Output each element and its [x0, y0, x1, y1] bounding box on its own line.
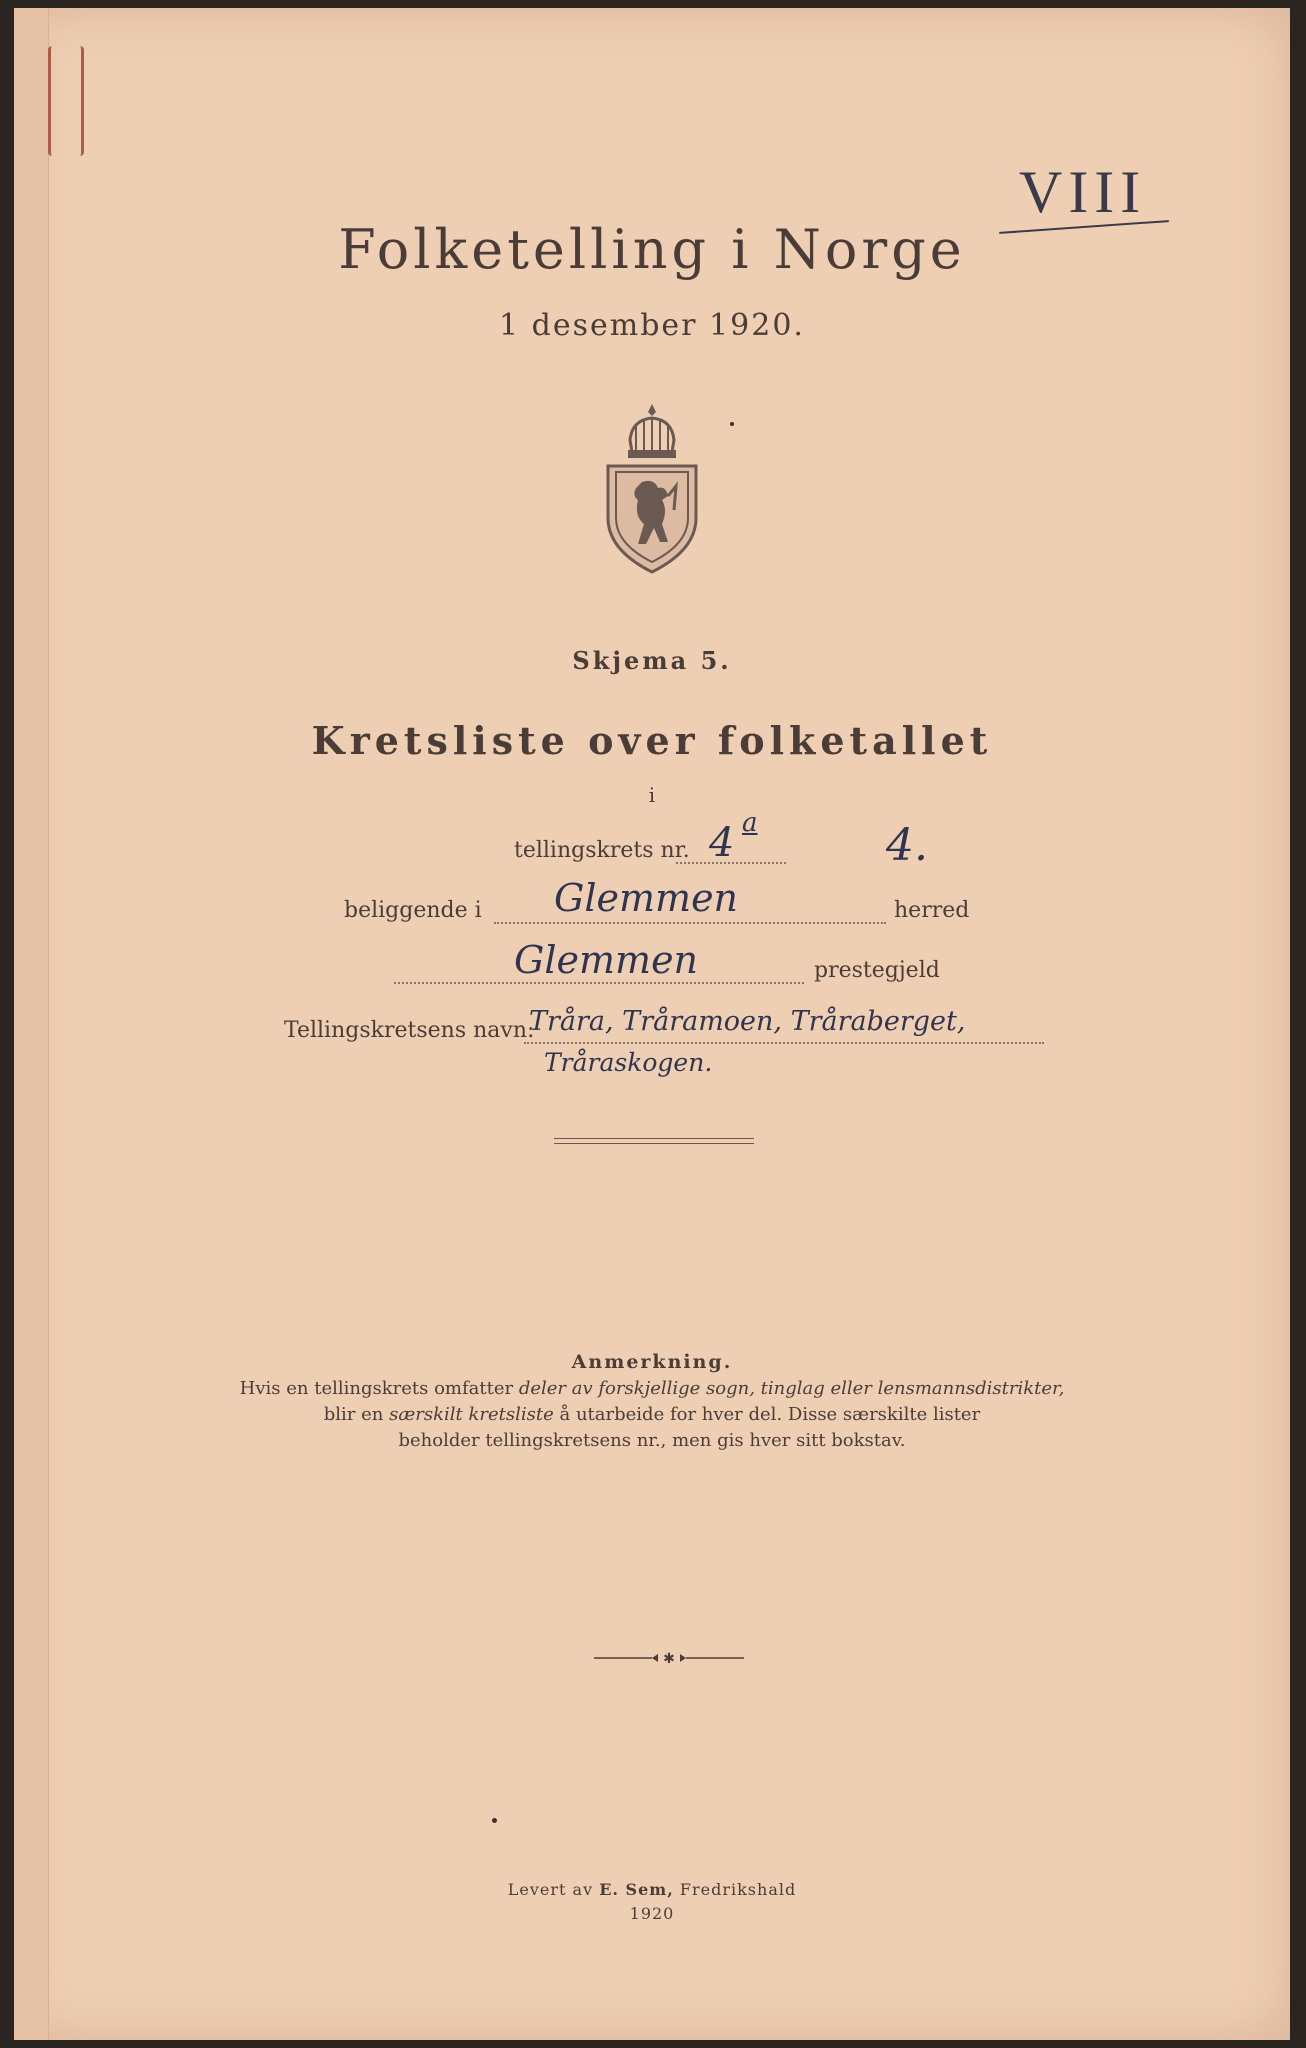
prestegjeld-value: Glemmen	[514, 938, 699, 982]
note-line-1-emphasis: deler av forskjellige sogn, tinglag eller lensmannsdistrikter,	[518, 1378, 1065, 1399]
note-line-2-emphasis: særskilt kretsliste	[389, 1404, 554, 1425]
census-form-page	[14, 8, 1290, 2040]
svg-text:✱: ✱	[663, 1651, 675, 1667]
heading-connector: i	[648, 783, 656, 807]
schema-number: Skjema 5.	[572, 646, 732, 675]
tellingskrets-value: 4	[709, 820, 735, 866]
margin-roman-numeral: VIII	[1019, 159, 1147, 225]
norwegian-coat-of-arms-icon	[602, 400, 702, 576]
herred-label: herred	[894, 898, 970, 923]
note-line-2-text-start: blir en	[323, 1404, 390, 1425]
ink-dot	[730, 422, 734, 426]
navn-line-1	[524, 1042, 1044, 1044]
beliggende-label: beliggende i	[344, 898, 482, 923]
tellingskrets-correction: 4.	[886, 820, 928, 871]
note-heading: Anmerkning.	[571, 1351, 733, 1373]
note-line-1-text: Hvis en tellingskrets omfatter	[239, 1378, 519, 1399]
beliggende-value: Glemmen	[554, 876, 739, 920]
printer-credit	[14, 1880, 1290, 1899]
printer-name: E. Sem,	[599, 1880, 674, 1899]
printer-year: 1920	[629, 1904, 675, 1923]
note-line-2	[14, 1404, 1290, 1425]
tellingskrets-label: tellingskrets nr.	[514, 838, 690, 863]
beliggende-line	[494, 922, 886, 924]
ink-dot	[492, 1818, 497, 1823]
ornament-divider-icon	[594, 1648, 744, 1668]
note-line-2-text-end: å utarbeide for hver del. Disse særskilte lister	[553, 1404, 981, 1425]
form-heading: Kretsliste over folketallet	[311, 718, 993, 763]
prestegjeld-label: prestegjeld	[814, 958, 940, 983]
navn-value-line-2: Tråraskogen.	[544, 1048, 713, 1077]
red-margin-mark	[48, 46, 84, 156]
printer-prefix: Levert av	[507, 1880, 600, 1899]
note-line-3: beholder tellingskretsens nr., men gis hver sitt bokstav.	[398, 1430, 906, 1451]
prestegjeld-line	[394, 982, 804, 984]
section-divider	[554, 1138, 754, 1144]
tellingskrets-navn-label: Tellingskretsens navn:	[284, 1018, 535, 1043]
tellingskrets-suffix: a	[742, 808, 758, 838]
census-date: 1 desember 1920.	[499, 308, 805, 343]
note-line-1	[14, 1378, 1290, 1399]
document-title: Folketelling i Norge	[338, 218, 966, 281]
printer-place: Fredrikshald	[673, 1880, 797, 1899]
navn-value-line-1: Tråra, Tråramoen, Tråraberget,	[529, 1006, 966, 1037]
